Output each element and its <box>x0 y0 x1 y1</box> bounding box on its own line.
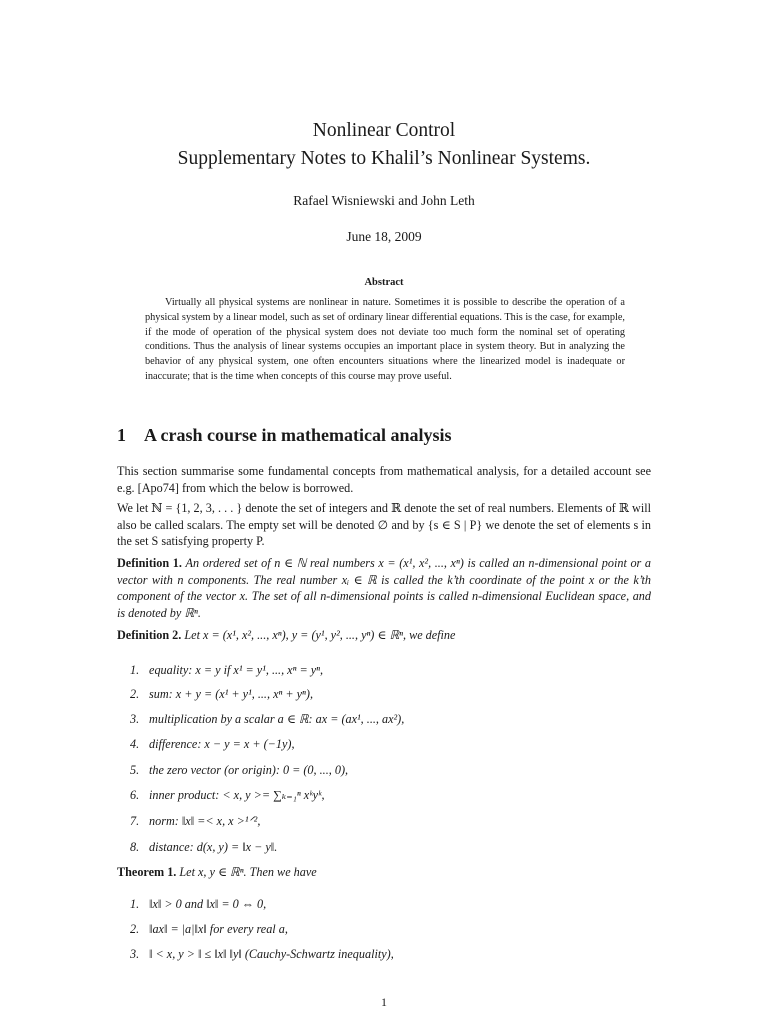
list-item: 5. the zero vector (or origin): 0 = (0, ..., 0), <box>130 763 349 777</box>
list-item: 2. sum: x + y = (x¹ + y¹, ..., xⁿ + yⁿ), <box>130 687 313 701</box>
abstract-text: Virtually all physical systems are nonlinear in nature. Sometimes it is possible to describe the operation of a physical system by a linear model, such as set of ordinary linear differential equations. This is the case, for example, if the mode of operation of the physical system does not deviate too much form the nominal set of operating conditions. Thus the analysis of linear systems occupies an important place in system theory. But in analyzing the behavior of any physical system, one often encounters situations where the linearized model is inadequate or inaccurate; that is the time when concepts of this course may prove useful. <box>145 297 625 382</box>
section-number: 1 <box>117 425 126 445</box>
page-number: 1 <box>381 995 387 1009</box>
theorem-1 <box>117 864 651 881</box>
list-item: 4. difference: x − y = x + (−1y), <box>130 737 295 751</box>
authors: Rafael Wisniewski and John Leth <box>293 193 475 208</box>
section-heading <box>117 425 452 446</box>
list-item: 1. ‖x‖ > 0 and ‖x‖ = 0 ⇔ 0, <box>130 897 267 911</box>
list-item: 6. inner product: < x, y >= ∑ₖ₌₁ⁿ xᵏyᵏ, <box>130 788 325 802</box>
definition-2 <box>117 627 651 644</box>
theorem-1-text: Let x, y ∈ ℝⁿ. Then we have <box>179 865 317 879</box>
paper-subtitle: Supplementary Notes to Khalil’s Nonlinear Systems. <box>177 148 591 169</box>
sets-paragraph: We let ℕ = {1, 2, 3, . . . } denote the set of integers and ℝ denote the set of real numbers. Elements of ℝ will also be called scalars. The empty set will be denoted ∅ and by {s ∈ S | P} we denote the set of elements s in the set S satisfying property P. <box>117 501 651 548</box>
section-intro-paragraph: This section summarise some fundamental concepts from mathematical analysis, for a detailed account see e.g. [Apo74] from which the below is borrowed. <box>117 464 651 495</box>
list-item: 7. norm: ‖x‖ =< x, x >¹ᐟ², <box>130 814 261 828</box>
list-item: 3. ‖ < x, y > ‖ ≤ ‖x‖ ‖y‖ (Cauchy-Schwartz inequality), <box>130 947 394 961</box>
definition-1-text: An ordered set of n ∈ ℕ real numbers x = (x¹, x², ..., xⁿ) is called an n-dimensional point or a vector with n components. The real number xᵢ ∈ ℝ is called the k’th coordinate of the point x or the k’th component of the vector x. The set of all n-dimensional points is called n-dimensional Euclidean space, and is denoted by ℝⁿ. <box>117 556 652 620</box>
section-title: A crash course in mathematical analysis <box>144 425 452 445</box>
abstract-heading: Abstract <box>364 277 404 288</box>
definition-2-text: Let x = (x¹, x², ..., xⁿ), y = (y¹, y², ..., yⁿ) ∈ ℝⁿ, we define <box>184 628 456 642</box>
list-item: 3. multiplication by a scalar a ∈ ℝ: ax = (ax¹, ..., ax²), <box>130 712 405 726</box>
definition-1 <box>117 555 651 621</box>
list-item: 8. distance: d(x, y) = ‖x − y‖. <box>130 840 278 854</box>
date: June 18, 2009 <box>346 229 422 244</box>
paper-title: Nonlinear Control <box>312 120 456 141</box>
definition-1-label: Definition 1. <box>117 556 182 570</box>
list-item: 1. equality: x = y if x¹ = y¹, ..., xⁿ = yⁿ, <box>130 663 324 677</box>
theorem-1-label: Theorem 1. <box>117 865 177 879</box>
list-item: 2. ‖ax‖ = |a|‖x‖ for every real a, <box>130 922 288 936</box>
definition-2-label: Definition 2. <box>117 628 182 642</box>
